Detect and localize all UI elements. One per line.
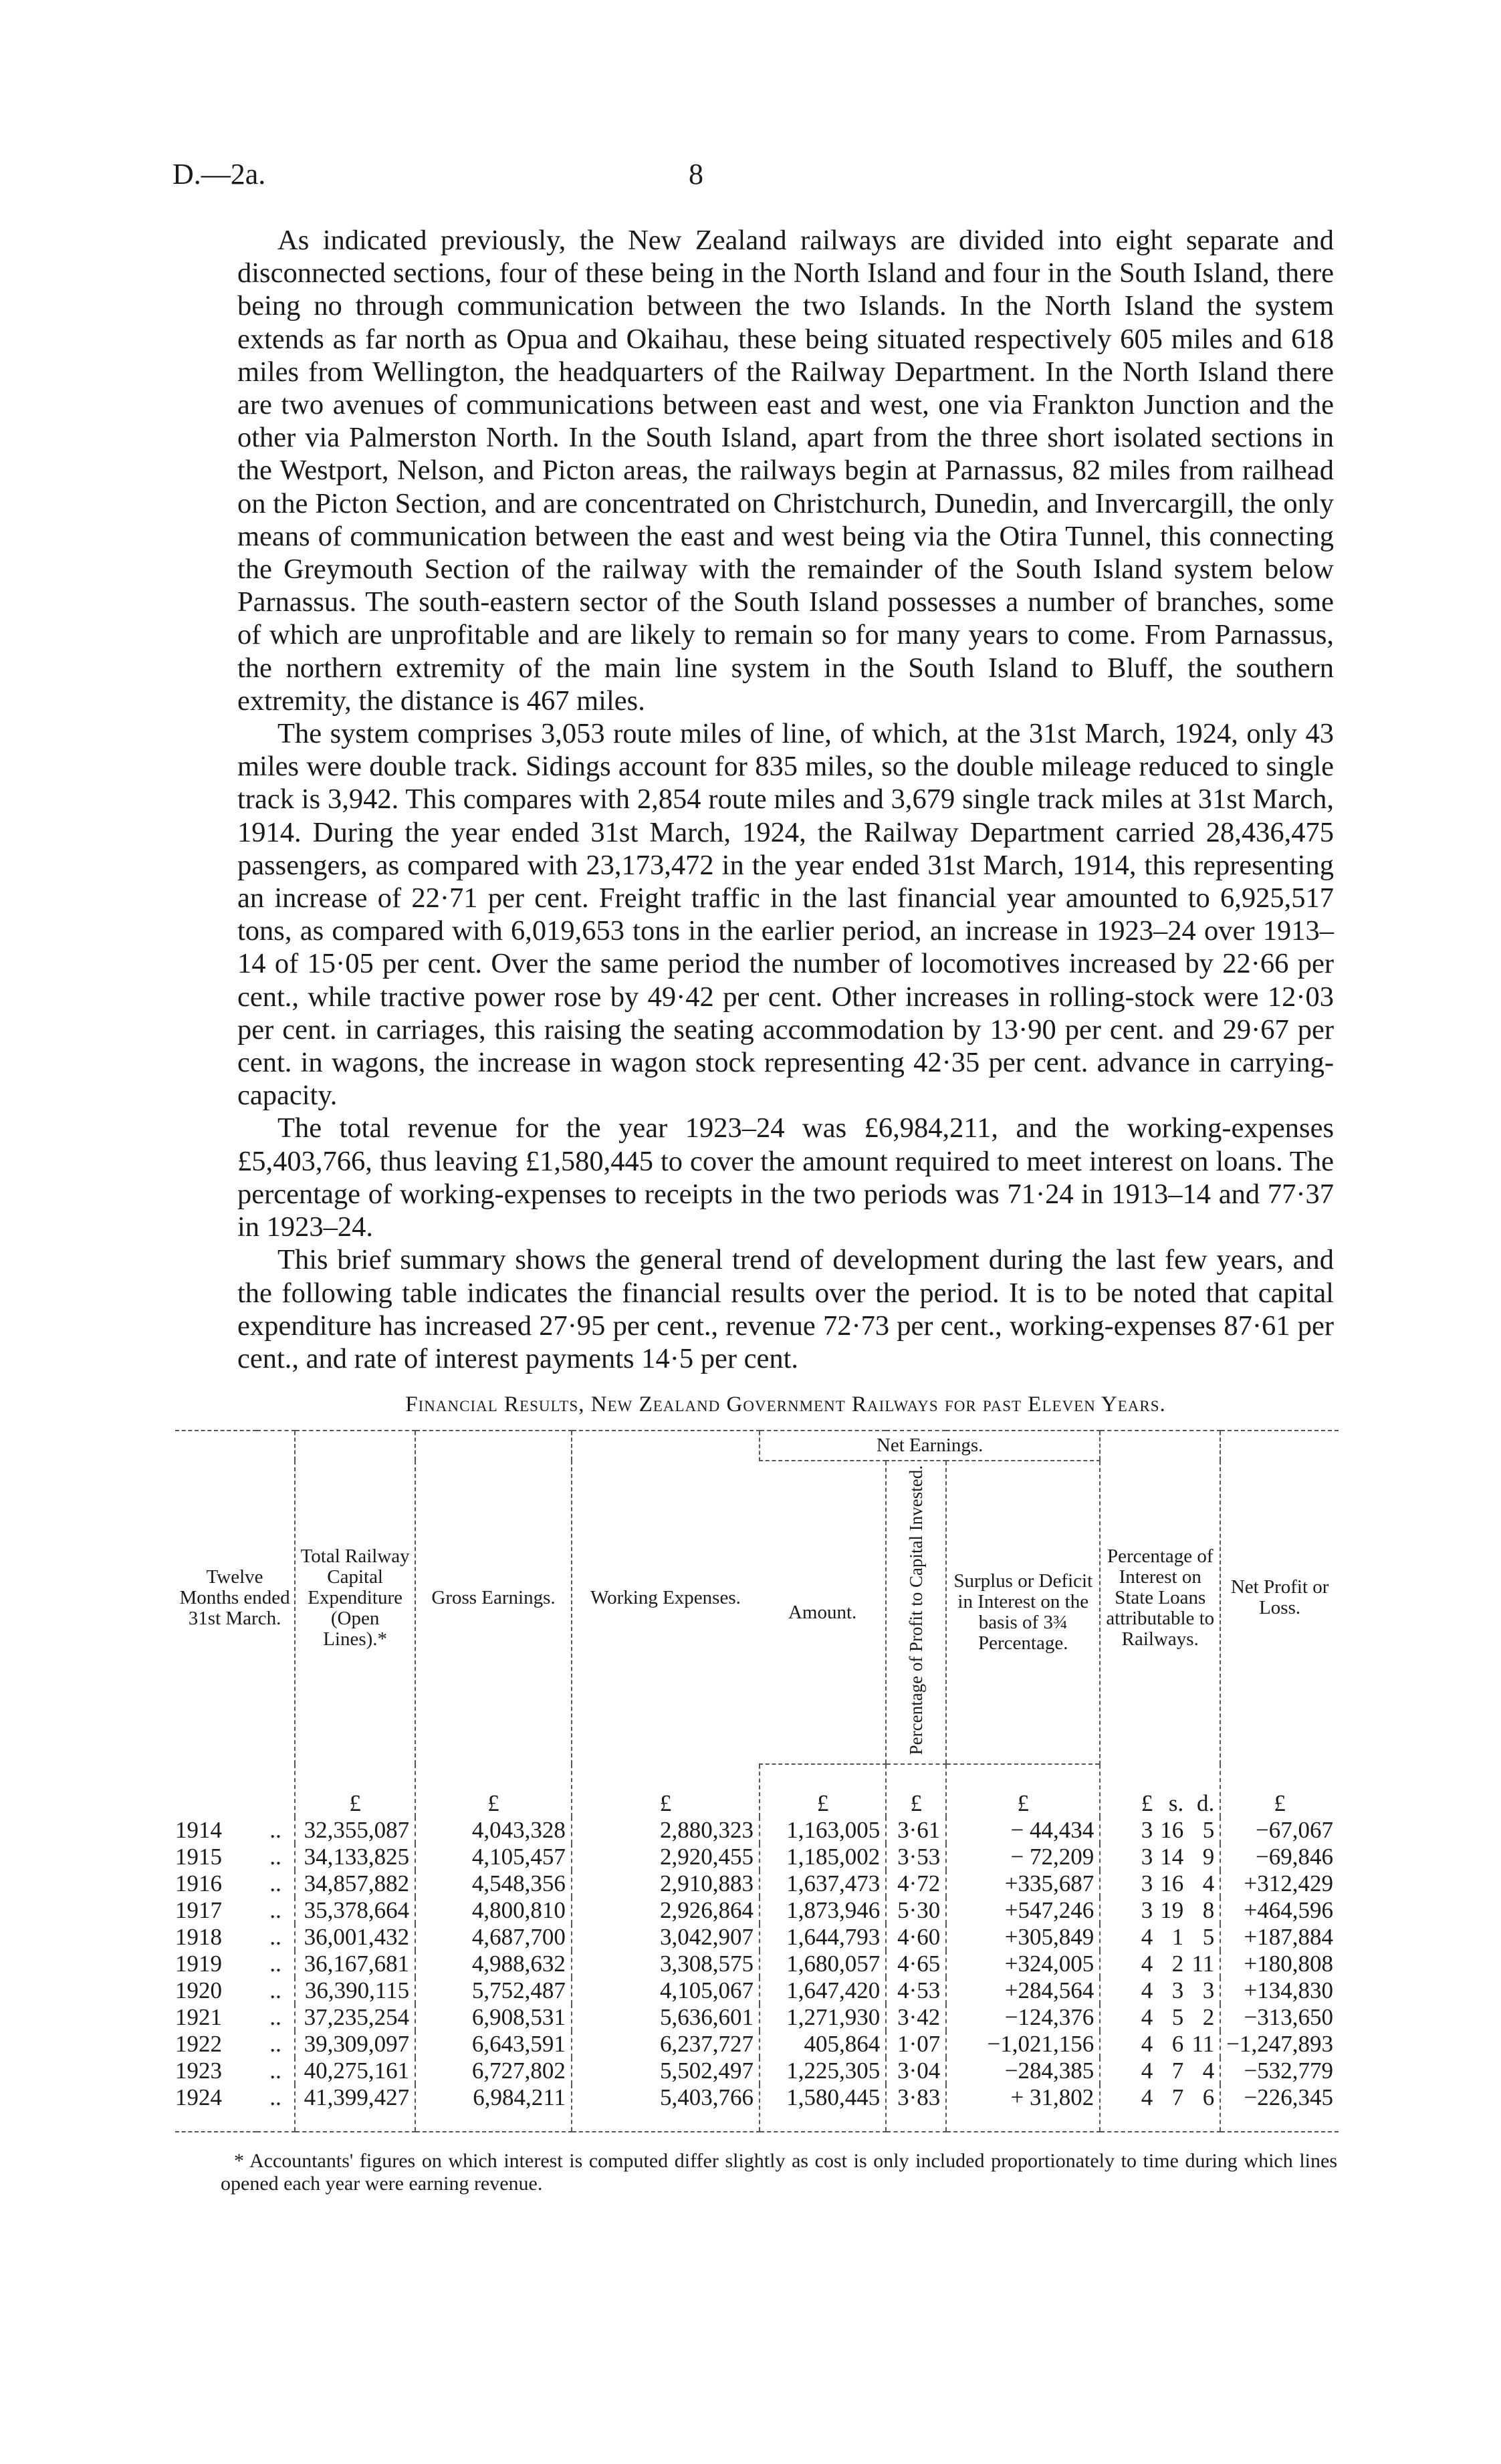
cell-dots: .. xyxy=(269,1870,281,1897)
cell-d: 5 xyxy=(1202,1924,1215,1951)
cell-l: 4 xyxy=(1141,2084,1153,2111)
cell-s: 3 xyxy=(1171,1977,1184,2004)
table-row xyxy=(175,2084,1339,2132)
cell-d: 9 xyxy=(1202,1844,1215,1870)
unit-pence: d. xyxy=(1197,1790,1215,1816)
cell-d: 4 xyxy=(1202,2058,1215,2084)
cell-gross: 6,908,531 xyxy=(415,2004,572,2031)
cell-interest-lsd xyxy=(1100,1977,1220,2004)
unit: £ xyxy=(295,1764,415,1817)
header-interest: Percentage of Interest on State Loans attributable to Railways. xyxy=(1100,1431,1220,1764)
paragraph: The system comprises 3,053 route miles of line, of which, at the 31st March, 1924, only 43 miles were double track. Sidings account for 835 miles, so the double mileage reduced to single track is 3,942. This compares with 2,854 route miles and 3,679 single track miles at 31st March, 1914. During the year ended 31st March, 1924, the Railway Department carried 28,436,475 passengers, as compared with 23,173,472 in the year ended 31st March, 1914, this representing an increase of 22·71 per cent. Freight traffic in the last financial year amounted to 6,925,517 tons, as compared with 6,019,653 tons in the earlier period, an increase in 1923–24 over 1913–14 of 15·05 per cent. Over the same period the number of locomotives increased by 22·66 per cent., while tractive power rose by 49·42 per cent. Other increases in rolling-stock were 12·03 per cent. in carriages, this raising the seating accommodation by 13·90 per cent. and 29·67 per cent. in wagons, the increase in wagon stock representing 42·35 per cent. advance in carrying-capacity. xyxy=(237,718,1334,1112)
cell-surplus: −1,021,156 xyxy=(946,2031,1100,2058)
unit-shilling: s. xyxy=(1168,1790,1184,1816)
cell-capital: 41,399,427 xyxy=(295,2084,415,2132)
header-capital: Total Railway Capital Expenditure (Open Lines).* xyxy=(295,1431,415,1764)
cell-pct: 4·60 xyxy=(886,1924,946,1951)
cell-surplus: −284,385 xyxy=(946,2058,1100,2084)
cell-gross: 4,548,356 xyxy=(415,1870,572,1897)
cell-gross: 4,687,700 xyxy=(415,1924,572,1951)
cell-d: 6 xyxy=(1202,2084,1215,2111)
cell-interest-lsd xyxy=(1100,1844,1220,1870)
cell-year: 1916 xyxy=(175,1870,222,1897)
cell-net: +187,884 xyxy=(1220,1924,1339,1951)
cell-year: 1922 xyxy=(175,2031,222,2058)
cell-pct: 3·53 xyxy=(886,1844,946,1870)
cell-capital: 36,001,432 xyxy=(295,1924,415,1951)
cell-dots: .. xyxy=(269,1897,281,1924)
cell-surplus: +335,687 xyxy=(946,1870,1100,1897)
cell-capital: 37,235,254 xyxy=(295,2004,415,2031)
table-row xyxy=(175,1817,1339,1844)
cell-net: −532,779 xyxy=(1220,2058,1339,2084)
cell-s: 6 xyxy=(1171,2031,1184,2058)
cell-net: −1,247,893 xyxy=(1220,2031,1339,2058)
cell-l: 4 xyxy=(1141,1924,1153,1951)
cell-surplus: +547,246 xyxy=(946,1897,1100,1924)
cell-capital: 34,857,882 xyxy=(295,1870,415,1897)
cell-working: 5,502,497 xyxy=(572,2058,760,2084)
cell-interest-lsd xyxy=(1100,1924,1220,1951)
cell-surplus: +324,005 xyxy=(946,1951,1100,1977)
cell-l: 3 xyxy=(1141,1870,1153,1897)
cell-net: −69,846 xyxy=(1220,1844,1339,1870)
cell-surplus: +284,564 xyxy=(946,1977,1100,2004)
cell-gross: 6,984,211 xyxy=(415,2084,572,2132)
header-gross: Gross Earnings. xyxy=(415,1431,572,1764)
table-row xyxy=(175,2058,1339,2084)
cell-gross: 4,105,457 xyxy=(415,1844,572,1870)
cell-interest-lsd xyxy=(1100,2031,1220,2058)
cell-interest-lsd xyxy=(1100,1897,1220,1924)
cell-working: 2,920,455 xyxy=(572,1844,760,1870)
financial-results-table xyxy=(175,1430,1339,2132)
cell-l: 3 xyxy=(1141,1844,1153,1870)
table-row xyxy=(175,1977,1339,2004)
table-row xyxy=(175,1870,1339,1897)
table-row xyxy=(175,2031,1339,2058)
cell-year: 1924 xyxy=(175,2084,257,2132)
cell-amount: 1,271,930 xyxy=(760,2004,886,2031)
cell-net: −67,067 xyxy=(1220,1817,1339,1844)
unit: £ xyxy=(886,1764,946,1817)
document-reference: D.—2a. xyxy=(172,158,266,191)
cell-d: 11 xyxy=(1191,2031,1215,2058)
cell-amount: 1,163,005 xyxy=(760,1817,886,1844)
cell-working: 6,237,727 xyxy=(572,2031,760,2058)
cell-d: 2 xyxy=(1202,2004,1215,2031)
cell-l: 4 xyxy=(1141,2004,1153,2031)
cell-net: +464,596 xyxy=(1220,1897,1339,1924)
cell-interest-lsd xyxy=(1100,2084,1220,2132)
cell-working: 3,042,907 xyxy=(572,1924,760,1951)
table-row xyxy=(175,2004,1339,2031)
cell-year: 1919 xyxy=(175,1951,222,1977)
cell-year: 1914 xyxy=(175,1817,222,1844)
cell-l: 4 xyxy=(1141,1951,1153,1977)
cell-net: −313,650 xyxy=(1220,2004,1339,2031)
cell-pct: 3·04 xyxy=(886,2058,946,2084)
cell-s: 16 xyxy=(1160,1870,1184,1897)
cell-surplus: + 31,802 xyxy=(946,2084,1100,2132)
cell-dots: .. xyxy=(269,2004,281,2031)
cell-gross: 4,800,810 xyxy=(415,1897,572,1924)
unit-lsd xyxy=(1100,1764,1220,1817)
header-net-earnings: Net Earnings. xyxy=(760,1431,1100,1461)
unit: £ xyxy=(760,1764,886,1817)
footnote: * Accountants' figures on which interest is computed differ slightly as cost is only included proportionately to time during which lines opened each year were earning revenue. xyxy=(221,2150,1337,2195)
cell-d: 3 xyxy=(1202,1977,1215,2004)
cell-gross: 6,727,802 xyxy=(415,2058,572,2084)
body-text xyxy=(237,224,1334,1375)
paragraph: As indicated previously, the New Zealand railways are divided into eight separate and disconnected sections, four of these being in the North Island and four in the South Island, there being no through communication between the two Islands. In the North Island the system extends as far north as Opua and Okaihau, these being situated respectively 605 miles and 618 miles from Wellington, the headquarters of the Railway Department. In the North Island there are two avenues of communications between east and west, one via Frankton Junction and the other via Palmerston North. In the South Island, apart from the three short isolated sections in the Westport, Nelson, and Picton areas, the railways begin at Parnassus, 82 miles from railhead on the Picton Section, and are concentrated on Christchurch, Dunedin, and Invercargill, the only means of communication between the east and west being via the Otira Tunnel, this connecting the Greymouth Section of the railway with the remainder of the South Island system below Parnassus. The south-eastern sector of the South Island possesses a number of branches, some of which are unprofitable and are likely to remain so for many years to come. From Parnassus, the northern extremity of the main line system in the South Island to Bluff, the southern extremity, the distance is 467 miles. xyxy=(237,225,1334,717)
table-row xyxy=(175,1844,1339,1870)
cell-net: −226,345 xyxy=(1220,2084,1339,2132)
cell-net: +180,808 xyxy=(1220,1951,1339,1977)
cell-l: 4 xyxy=(1141,2058,1153,2084)
cell-interest-lsd xyxy=(1100,2058,1220,2084)
cell-l: 3 xyxy=(1141,1897,1153,1924)
cell-year: 1920 xyxy=(175,1977,222,2004)
unit: £ xyxy=(415,1764,572,1817)
cell-amount: 1,185,002 xyxy=(760,1844,886,1870)
cell-working: 3,308,575 xyxy=(572,1951,760,1977)
unit: £ xyxy=(1220,1764,1339,1817)
table-row xyxy=(175,1951,1339,1977)
cell-capital: 34,133,825 xyxy=(295,1844,415,1870)
cell-dots: .. xyxy=(269,1977,281,2004)
cell-dots: .. xyxy=(269,1924,281,1951)
cell-pct: 3·42 xyxy=(886,2004,946,2031)
cell-working: 5,636,601 xyxy=(572,2004,760,2031)
cell-amount: 1,637,473 xyxy=(760,1870,886,1897)
cell-interest-lsd xyxy=(1100,1951,1220,1977)
cell-capital: 36,390,115 xyxy=(295,1977,415,2004)
cell-working: 2,926,864 xyxy=(572,1897,760,1924)
cell-year: 1917 xyxy=(175,1897,222,1924)
cell-year: 1915 xyxy=(175,1844,222,1870)
cell-pct: 3·83 xyxy=(886,2084,946,2132)
table-row xyxy=(175,1897,1339,1924)
cell-capital: 39,309,097 xyxy=(295,2031,415,2058)
cell-pct: 4·65 xyxy=(886,1951,946,1977)
cell-s: 19 xyxy=(1160,1897,1184,1924)
unit: £ xyxy=(946,1764,1100,1817)
paragraph: The total revenue for the year 1923–24 was £6,984,211, and the working-expenses £5,403,766, thus leaving £1,580,445 to cover the amount required to meet interest on loans. The percentage of working-expenses to receipts in the two periods was 71·24 in 1913–14 and 77·37 in 1923–24. xyxy=(237,1112,1334,1243)
cell-s: 14 xyxy=(1160,1844,1184,1870)
unit-pound: £ xyxy=(1141,1790,1153,1816)
cell-working: 5,403,766 xyxy=(572,2084,760,2132)
cell-net: +312,429 xyxy=(1220,1870,1339,1897)
cell-s: 16 xyxy=(1160,1817,1184,1844)
table-row xyxy=(175,1924,1339,1951)
cell-year: 1918 xyxy=(175,1924,222,1951)
header-surplus: Surplus or Deficit in Interest on the basis of 3¾ Percentage. xyxy=(946,1461,1100,1764)
cell-dots: .. xyxy=(269,1951,281,1977)
cell-capital: 35,378,664 xyxy=(295,1897,415,1924)
cell-d: 4 xyxy=(1202,1870,1215,1897)
cell-interest-lsd xyxy=(1100,1817,1220,1844)
cell-dots: .. xyxy=(269,2031,281,2058)
header-percentage xyxy=(886,1461,946,1764)
paragraph: This brief summary shows the general trend of development during the last few years, and the following table indicates the financial results over the period. It is to be noted that capital expenditure has increased 27·95 per cent., revenue 72·73 per cent., working-expenses 87·61 per cent., and rate of interest payments 14·5 per cent. xyxy=(237,1244,1334,1374)
cell-amount: 405,864 xyxy=(760,2031,886,2058)
cell-amount: 1,873,946 xyxy=(760,1897,886,1924)
header-net-profit: Net Profit or Loss. xyxy=(1220,1431,1339,1764)
header-working: Working Expenses. xyxy=(572,1431,760,1764)
cell-gross: 4,043,328 xyxy=(415,1817,572,1844)
cell-s: 5 xyxy=(1171,2004,1184,2031)
cell-surplus: −124,376 xyxy=(946,2004,1100,2031)
cell-capital: 36,167,681 xyxy=(295,1951,415,1977)
cell-dots: .. xyxy=(269,1817,281,1844)
cell-gross: 5,752,487 xyxy=(415,1977,572,2004)
cell-capital: 40,275,161 xyxy=(295,2058,415,2084)
cell-dots: .. xyxy=(269,1844,281,1870)
cell-amount: 1,644,793 xyxy=(760,1924,886,1951)
cell-d: 11 xyxy=(1191,1951,1215,1977)
cell-surplus: +305,849 xyxy=(946,1924,1100,1951)
cell-pct: 3·61 xyxy=(886,1817,946,1844)
cell-pct: 4·72 xyxy=(886,1870,946,1897)
cell-amount: 1,680,057 xyxy=(760,1951,886,1977)
cell-interest-lsd xyxy=(1100,1870,1220,1897)
cell-l: 4 xyxy=(1141,1977,1153,2004)
cell-capital: 32,355,087 xyxy=(295,1817,415,1844)
cell-d: 8 xyxy=(1202,1897,1215,1924)
cell-net: +134,830 xyxy=(1220,1977,1339,2004)
cell-pct: 1·07 xyxy=(886,2031,946,2058)
header-percentage-text: Percentage of Profit to Capital Invested. xyxy=(906,1465,927,1755)
cell-amount: 1,225,305 xyxy=(760,2058,886,2084)
cell-s: 2 xyxy=(1171,1951,1184,1977)
cell-l: 4 xyxy=(1141,2031,1153,2058)
cell-pct: 4·53 xyxy=(886,1977,946,2004)
cell-s: 1 xyxy=(1171,1924,1184,1951)
table-caption: Financial Results, New Zealand Government Railways for past Eleven Years. xyxy=(405,1392,1166,1417)
header-amount: Amount. xyxy=(760,1461,886,1764)
unit-row xyxy=(175,1764,1339,1817)
cell-s: 7 xyxy=(1171,2084,1184,2111)
cell-d: 5 xyxy=(1202,1817,1215,1844)
cell-working: 4,105,067 xyxy=(572,1977,760,2004)
cell-year: 1921 xyxy=(175,2004,222,2031)
cell-gross: 4,988,632 xyxy=(415,1951,572,1977)
cell-l: 3 xyxy=(1141,1817,1153,1844)
page-number: 8 xyxy=(689,158,703,191)
cell-surplus: − 72,209 xyxy=(946,1844,1100,1870)
cell-pct: 5·30 xyxy=(886,1897,946,1924)
cell-gross: 6,643,591 xyxy=(415,2031,572,2058)
cell-dots: .. xyxy=(269,2058,281,2084)
cell-dots: .. xyxy=(257,2084,295,2132)
cell-working: 2,910,883 xyxy=(572,1870,760,1897)
page-content xyxy=(175,224,1337,2195)
unit: £ xyxy=(572,1764,760,1817)
header-year: Twelve Months ended 31st March. xyxy=(175,1431,295,1764)
cell-interest-lsd xyxy=(1100,2004,1220,2031)
cell-surplus: − 44,434 xyxy=(946,1817,1100,1844)
cell-amount: 1,647,420 xyxy=(760,1977,886,2004)
cell-working: 2,880,323 xyxy=(572,1817,760,1844)
cell-year: 1923 xyxy=(175,2058,222,2084)
cell-s: 7 xyxy=(1171,2058,1184,2084)
cell-amount: 1,580,445 xyxy=(760,2084,886,2132)
